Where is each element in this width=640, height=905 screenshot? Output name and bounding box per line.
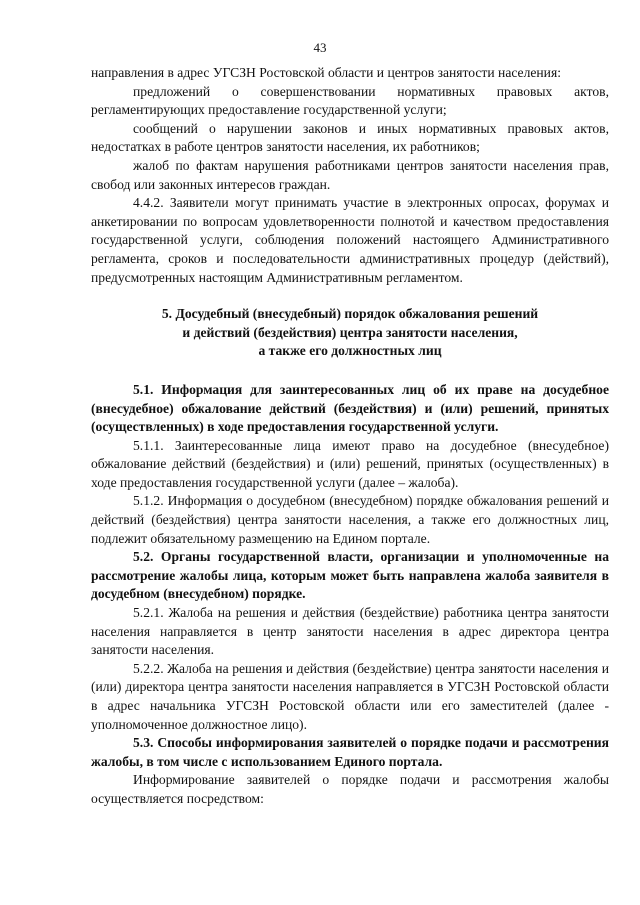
subsection-heading: 5.1. Информация для заинтересованных лиц об их праве на досудебное (внесудебное) обжалование действий (бездействия) и (или) решений, принятых (осуществленных) в ходе предоставления государственной услуги. <box>91 381 609 435</box>
section-heading-line: и действий (бездействия) центра занятости населения, <box>182 324 518 340</box>
paragraph: жалоб по фактам нарушения работниками центров занятости населения прав, свобод или законных интересов граждан. <box>91 157 609 192</box>
section-heading-line: 5. Досудебный (внесудебный) порядок обжалования решений <box>161 306 539 322</box>
paragraph: направления в адрес УГСЗН Ростовской области и центров занятости населения: <box>91 65 561 80</box>
page-number: 43 <box>313 40 327 55</box>
paragraph: 5.1.2. Информация о досудебном (внесудебном) порядке обжалования решений и действий (бездействия) центра занятости населения, а также его должностных лиц, подлежит обязательному размещению на Едином портале. <box>91 493 609 546</box>
section-heading <box>91 305 609 361</box>
section-heading-line: а также его должностных лиц <box>258 343 442 359</box>
paragraph: 5.2.1. Жалоба на решения и действия (бездействие) работника центра занятости населения направляется в центр занятости населения в адрес директора центра занятости населения. <box>91 605 609 658</box>
paragraph: 4.4.2. Заявители могут принимать участие в электронных опросах, форумах и анкетировании по вопросам удовлетворенности полнотой и качеством предоставления государственной услуги, соблюдения положений настоящего Административного регламента, сроков и последовательности административных процедур (действий), предусмотренных настоящим Административным регламентом. <box>91 195 609 285</box>
subsection-heading: 5.3. Способы информирования заявителей о порядке подачи и рассмотрения жалобы, в том числе с использованием Единого портала. <box>91 735 609 769</box>
paragraph: сообщений о нарушении законов и иных нормативных правовых актов, недостатках в работе центров занятости населения, их работников; <box>91 120 609 155</box>
paragraph: 5.1.1. Заинтересованные лица имеют право на досудебное (внесудебное) обжалование действий (бездействия) и (или) решений, принятых (осуществленных) в ходе предоставления государственной услуги (далее – жалоба). <box>91 437 609 490</box>
subsection-heading: 5.2. Органы государственной власти, организации и уполномоченные на рассмотрение жалобы лица, которым может быть направлена жалоба заявителя в досудебном (внесудебном) порядке. <box>91 549 609 602</box>
paragraph: предложений о совершенствовании нормативных правовых актов, регламентирующих предоставление государственной услуги; <box>91 83 609 118</box>
document-body <box>91 64 609 809</box>
paragraph: 5.2.2. Жалоба на решения и действия (бездействие) центра занятости населения и (или) директора центра занятости населения направляется в УГСЗН Ростовской области в адрес начальника УГСЗН Ростовской области или его заместителей (далее - уполномоченное должностное лицо). <box>91 660 609 732</box>
paragraph: Информирование заявителей о порядке подачи и рассмотрения жалобы осуществляется посредством: <box>91 772 609 806</box>
